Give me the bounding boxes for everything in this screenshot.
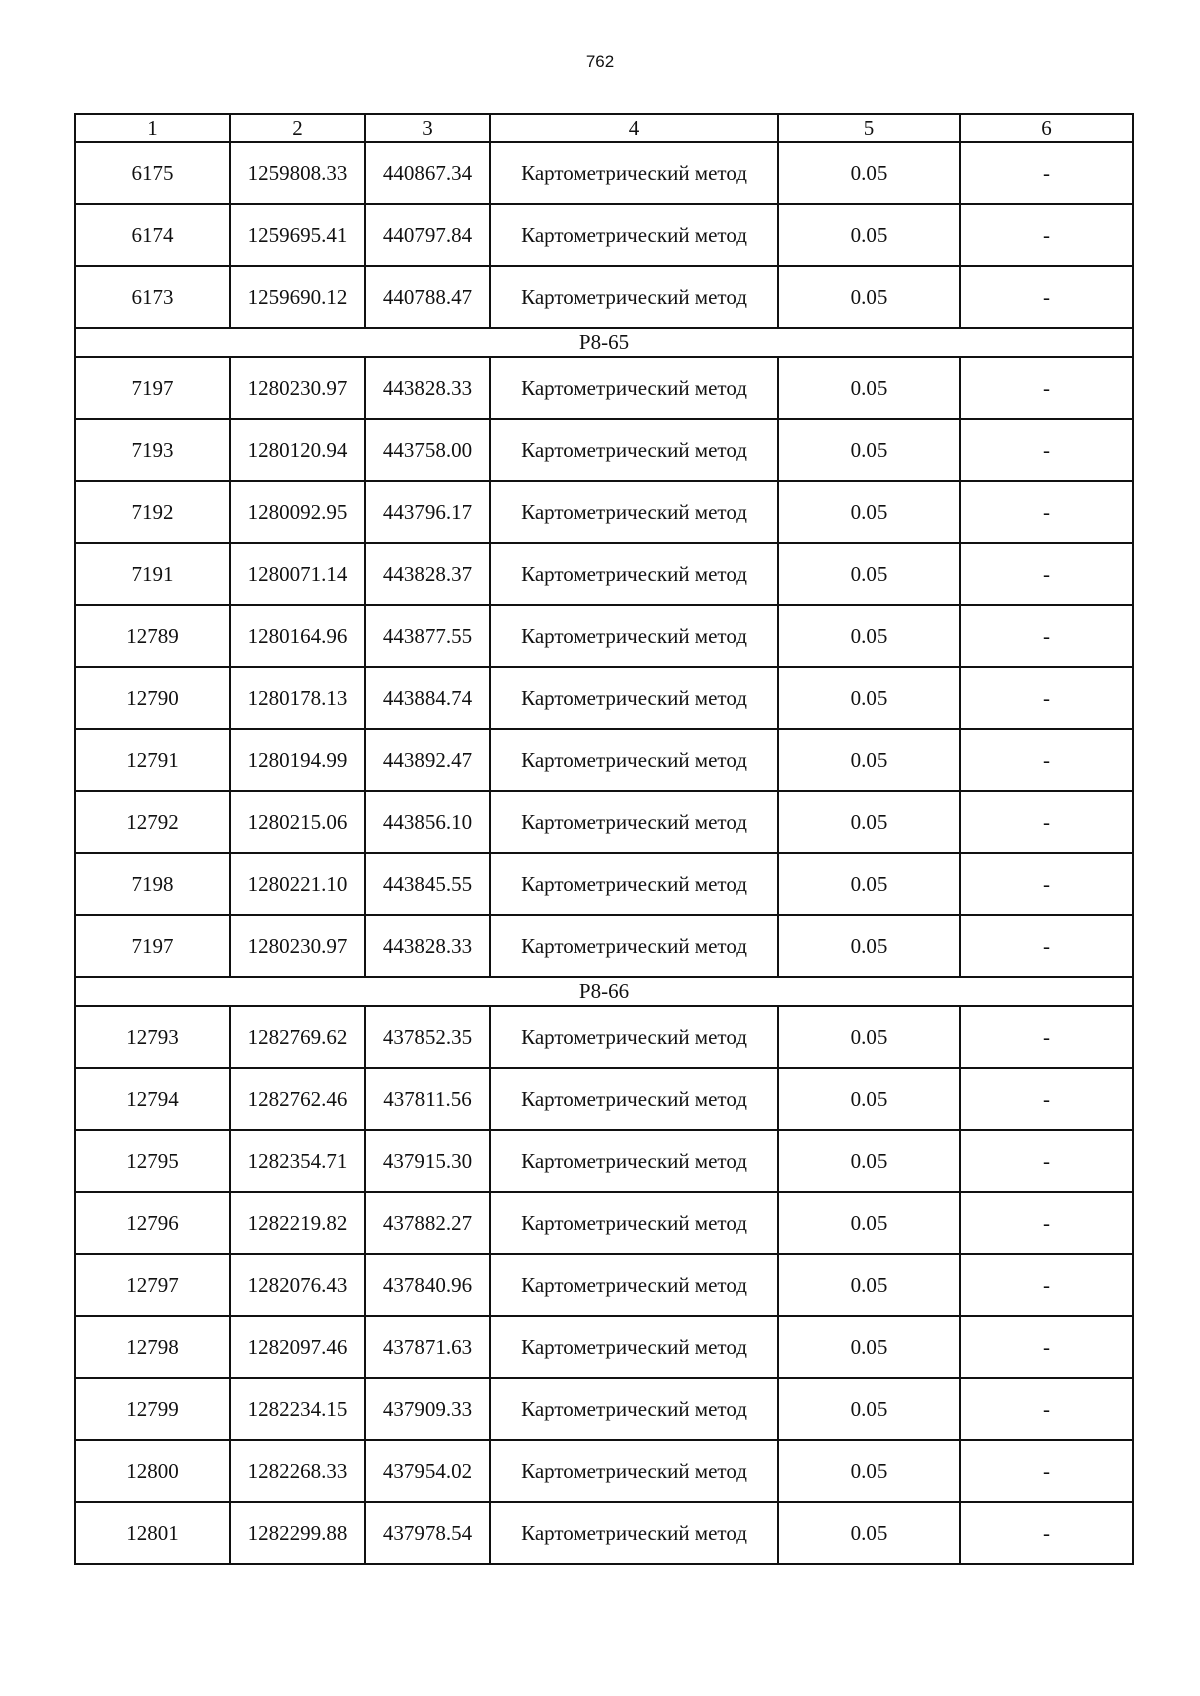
table-cell: Картометрический метод bbox=[490, 1254, 778, 1316]
table-cell: 1280221.10 bbox=[230, 853, 365, 915]
table-cell: 7192 bbox=[75, 481, 230, 543]
table-cell: 7193 bbox=[75, 419, 230, 481]
table-cell: Картометрический метод bbox=[490, 266, 778, 328]
table-cell: Картометрический метод bbox=[490, 1006, 778, 1068]
table-cell: - bbox=[960, 729, 1133, 791]
table-row bbox=[75, 729, 1133, 791]
table-cell: Картометрический метод bbox=[490, 667, 778, 729]
table-cell: 437882.27 bbox=[365, 1192, 490, 1254]
section-label: Р8-65 bbox=[75, 328, 1133, 357]
column-header: 6 bbox=[960, 114, 1133, 142]
column-header: 1 bbox=[75, 114, 230, 142]
table-cell: 443845.55 bbox=[365, 853, 490, 915]
table-cell: 1280215.06 bbox=[230, 791, 365, 853]
table-cell: 1280194.99 bbox=[230, 729, 365, 791]
table-row bbox=[75, 204, 1133, 266]
table-cell: 6173 bbox=[75, 266, 230, 328]
table-cell: 1280071.14 bbox=[230, 543, 365, 605]
table-cell: - bbox=[960, 481, 1133, 543]
table-cell: Картометрический метод bbox=[490, 791, 778, 853]
column-header: 2 bbox=[230, 114, 365, 142]
table-cell: 6174 bbox=[75, 204, 230, 266]
table-cell: - bbox=[960, 1192, 1133, 1254]
table-cell: 0.05 bbox=[778, 1502, 960, 1564]
table-row bbox=[75, 605, 1133, 667]
table-row bbox=[75, 667, 1133, 729]
table-cell: 12791 bbox=[75, 729, 230, 791]
table-cell: - bbox=[960, 419, 1133, 481]
table-cell: Картометрический метод bbox=[490, 1192, 778, 1254]
table-cell: Картометрический метод bbox=[490, 1130, 778, 1192]
table-cell: 0.05 bbox=[778, 1254, 960, 1316]
table-cell: - bbox=[960, 1130, 1133, 1192]
table-cell: 0.05 bbox=[778, 266, 960, 328]
table-cell: 0.05 bbox=[778, 605, 960, 667]
table-cell: - bbox=[960, 791, 1133, 853]
table-cell: 12798 bbox=[75, 1316, 230, 1378]
table-cell: 0.05 bbox=[778, 791, 960, 853]
table-cell: 7191 bbox=[75, 543, 230, 605]
table-cell: 1280230.97 bbox=[230, 357, 365, 419]
table-cell: 1259690.12 bbox=[230, 266, 365, 328]
table-cell: - bbox=[960, 915, 1133, 977]
table-cell: Картометрический метод bbox=[490, 605, 778, 667]
table-cell: 443856.10 bbox=[365, 791, 490, 853]
table-cell: 1282354.71 bbox=[230, 1130, 365, 1192]
table-cell: 437954.02 bbox=[365, 1440, 490, 1502]
table-cell: 1282268.33 bbox=[230, 1440, 365, 1502]
table-cell: 443758.00 bbox=[365, 419, 490, 481]
table-cell: 0.05 bbox=[778, 1130, 960, 1192]
table-cell: 443796.17 bbox=[365, 481, 490, 543]
table-cell: - bbox=[960, 1440, 1133, 1502]
table-cell: Картометрический метод bbox=[490, 142, 778, 204]
column-header: 5 bbox=[778, 114, 960, 142]
table-cell: 12789 bbox=[75, 605, 230, 667]
table-cell: - bbox=[960, 1068, 1133, 1130]
table-cell: 437915.30 bbox=[365, 1130, 490, 1192]
table-cell: Картометрический метод bbox=[490, 853, 778, 915]
table-row bbox=[75, 1068, 1133, 1130]
table-cell: 0.05 bbox=[778, 1378, 960, 1440]
table-cell: Картометрический метод bbox=[490, 481, 778, 543]
table-row bbox=[75, 1316, 1133, 1378]
table-cell: - bbox=[960, 1502, 1133, 1564]
table-cell: Картометрический метод bbox=[490, 915, 778, 977]
table-cell: 12799 bbox=[75, 1378, 230, 1440]
table-cell: - bbox=[960, 605, 1133, 667]
table-cell: 1282769.62 bbox=[230, 1006, 365, 1068]
table-row bbox=[75, 357, 1133, 419]
column-header: 4 bbox=[490, 114, 778, 142]
table-row bbox=[75, 853, 1133, 915]
table-cell: 1282097.46 bbox=[230, 1316, 365, 1378]
table-cell: 0.05 bbox=[778, 543, 960, 605]
table-cell: - bbox=[960, 1316, 1133, 1378]
table-cell: - bbox=[960, 357, 1133, 419]
table-cell: Картометрический метод bbox=[490, 1378, 778, 1440]
table-cell: 1282076.43 bbox=[230, 1254, 365, 1316]
table-cell: - bbox=[960, 667, 1133, 729]
table-cell: 443828.33 bbox=[365, 357, 490, 419]
table-cell: 12796 bbox=[75, 1192, 230, 1254]
table-cell: 437852.35 bbox=[365, 1006, 490, 1068]
table-cell: Картометрический метод bbox=[490, 1502, 778, 1564]
table-cell: 443828.33 bbox=[365, 915, 490, 977]
table-cell: - bbox=[960, 1254, 1133, 1316]
table-cell: - bbox=[960, 266, 1133, 328]
table-cell: 443892.47 bbox=[365, 729, 490, 791]
table-cell: 1282219.82 bbox=[230, 1192, 365, 1254]
table-cell: 12801 bbox=[75, 1502, 230, 1564]
table-cell: 440788.47 bbox=[365, 266, 490, 328]
table-row bbox=[75, 1378, 1133, 1440]
table-cell: 0.05 bbox=[778, 1068, 960, 1130]
table-cell: 12792 bbox=[75, 791, 230, 853]
table-cell: 0.05 bbox=[778, 1192, 960, 1254]
table-cell: 1259808.33 bbox=[230, 142, 365, 204]
section-row bbox=[75, 328, 1133, 357]
coordinates-table bbox=[74, 113, 1134, 1565]
table-row bbox=[75, 1254, 1133, 1316]
table-cell: Картометрический метод bbox=[490, 357, 778, 419]
table-cell: - bbox=[960, 204, 1133, 266]
table-cell: Картометрический метод bbox=[490, 729, 778, 791]
table-cell: - bbox=[960, 1378, 1133, 1440]
table-cell: 1280164.96 bbox=[230, 605, 365, 667]
table-cell: - bbox=[960, 853, 1133, 915]
table-cell: 0.05 bbox=[778, 1440, 960, 1502]
table-cell: - bbox=[960, 142, 1133, 204]
table-cell: 437840.96 bbox=[365, 1254, 490, 1316]
table-cell: 0.05 bbox=[778, 853, 960, 915]
table-cell: 0.05 bbox=[778, 1006, 960, 1068]
table-row bbox=[75, 791, 1133, 853]
table-row bbox=[75, 142, 1133, 204]
table-cell: 7197 bbox=[75, 357, 230, 419]
table-cell: 0.05 bbox=[778, 204, 960, 266]
section-label: Р8-66 bbox=[75, 977, 1133, 1006]
table-row bbox=[75, 543, 1133, 605]
table-cell: 12795 bbox=[75, 1130, 230, 1192]
table-row bbox=[75, 1006, 1133, 1068]
table-row bbox=[75, 915, 1133, 977]
table-cell: 0.05 bbox=[778, 142, 960, 204]
table-cell: 440867.34 bbox=[365, 142, 490, 204]
table-cell: 1282234.15 bbox=[230, 1378, 365, 1440]
table-cell: 0.05 bbox=[778, 915, 960, 977]
table-cell: 0.05 bbox=[778, 729, 960, 791]
table-cell: 443828.37 bbox=[365, 543, 490, 605]
table-cell: 0.05 bbox=[778, 1316, 960, 1378]
table-cell: 12793 bbox=[75, 1006, 230, 1068]
table-cell: Картометрический метод bbox=[490, 1068, 778, 1130]
table-cell: 6175 bbox=[75, 142, 230, 204]
table-cell: 7197 bbox=[75, 915, 230, 977]
table-cell: 1282762.46 bbox=[230, 1068, 365, 1130]
table-cell: 0.05 bbox=[778, 481, 960, 543]
column-header: 3 bbox=[365, 114, 490, 142]
header-row bbox=[75, 114, 1133, 142]
table-cell: Картометрический метод bbox=[490, 1316, 778, 1378]
table-cell: 12797 bbox=[75, 1254, 230, 1316]
table-row bbox=[75, 419, 1133, 481]
table-cell: 0.05 bbox=[778, 357, 960, 419]
table-row bbox=[75, 1192, 1133, 1254]
table-row bbox=[75, 1440, 1133, 1502]
table-row bbox=[75, 266, 1133, 328]
table-cell: Картометрический метод bbox=[490, 543, 778, 605]
table-cell: 1259695.41 bbox=[230, 204, 365, 266]
table-cell: 437871.63 bbox=[365, 1316, 490, 1378]
table-cell: 437978.54 bbox=[365, 1502, 490, 1564]
table-cell: - bbox=[960, 1006, 1133, 1068]
page-number: 762 bbox=[585, 52, 615, 71]
table-cell: 443884.74 bbox=[365, 667, 490, 729]
table-cell: Картометрический метод bbox=[490, 419, 778, 481]
table-row bbox=[75, 481, 1133, 543]
table-cell: 1280230.97 bbox=[230, 915, 365, 977]
table-cell: 1280178.13 bbox=[230, 667, 365, 729]
table-cell: 1282299.88 bbox=[230, 1502, 365, 1564]
table-cell: 0.05 bbox=[778, 419, 960, 481]
table-cell: - bbox=[960, 543, 1133, 605]
table-cell: 0.05 bbox=[778, 667, 960, 729]
table-row bbox=[75, 1502, 1133, 1564]
table-cell: 7198 bbox=[75, 853, 230, 915]
table-cell: Картометрический метод bbox=[490, 204, 778, 266]
table-cell: 440797.84 bbox=[365, 204, 490, 266]
table-cell: 437909.33 bbox=[365, 1378, 490, 1440]
table-cell: 1280092.95 bbox=[230, 481, 365, 543]
table-cell: 12794 bbox=[75, 1068, 230, 1130]
table-cell: 12790 bbox=[75, 667, 230, 729]
table-cell: 443877.55 bbox=[365, 605, 490, 667]
table-cell: Картометрический метод bbox=[490, 1440, 778, 1502]
table-cell: 437811.56 bbox=[365, 1068, 490, 1130]
table-cell: 1280120.94 bbox=[230, 419, 365, 481]
table-body bbox=[75, 142, 1133, 1564]
table-row bbox=[75, 1130, 1133, 1192]
section-row bbox=[75, 977, 1133, 1006]
table-cell: 12800 bbox=[75, 1440, 230, 1502]
